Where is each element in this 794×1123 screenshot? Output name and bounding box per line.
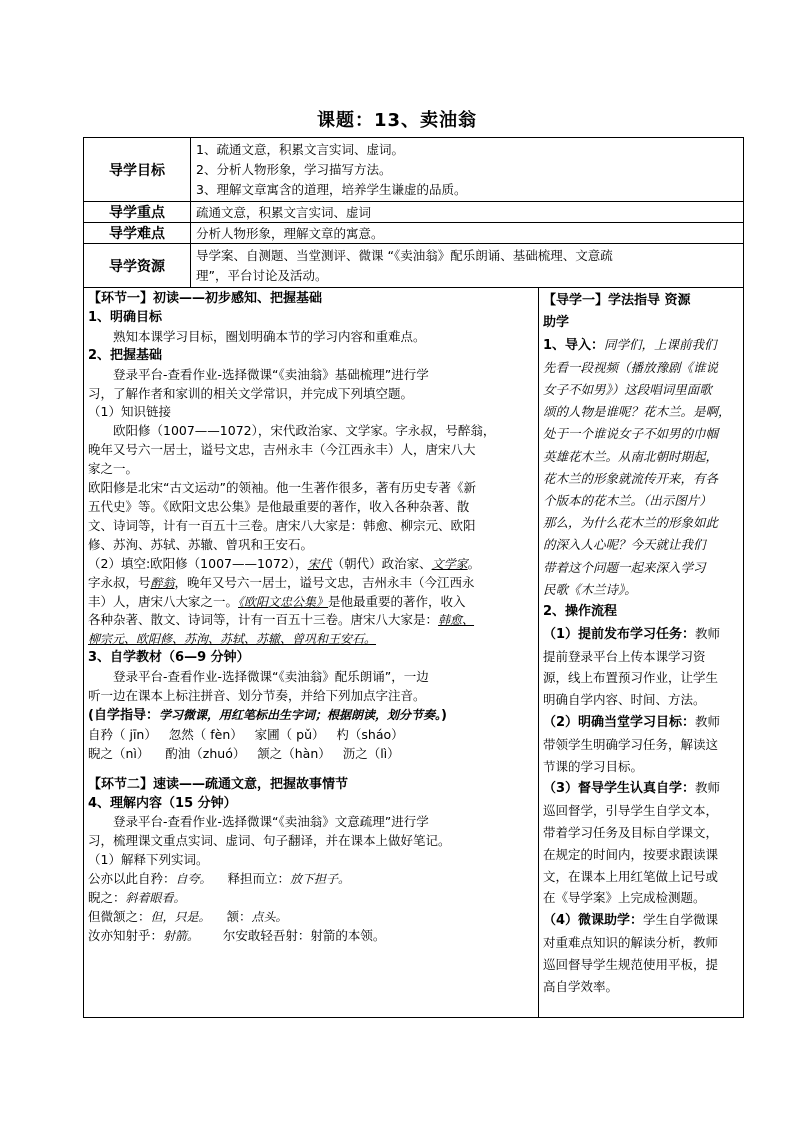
subheading: （1）知识链接: [88, 404, 171, 420]
paragraph: 修、苏洵、苏轼、苏辙、曾巩和王安石。: [88, 536, 314, 552]
paragraph: 文、诗词等，计有一百五十三卷。唐宋八大家是：韩愈、柳宗元、欧阳: [88, 517, 476, 533]
heading-goals: 1、明确目标: [88, 309, 163, 325]
fill-in-line: [88, 630, 534, 649]
paragraph: 登录平台-查看作业-选择微课“《卖油翁》文意疏理”进行学: [113, 814, 429, 830]
handwritten-line: 英雄花木兰。从南北朝时期起，: [543, 448, 719, 464]
process-line: 在规定的时间内，按要求跟读课: [543, 846, 719, 862]
paragraph: 欧阳修（1007——1072），宋代政治家、文学家。字永叔，号醉翁，: [113, 423, 496, 439]
word-explanation: 汝亦知射乎：射箭。 尔安敢轻吾射：射箭的本领。: [88, 927, 386, 943]
process-line: 巡回督导学生规范使用平板，提: [543, 956, 719, 972]
paragraph: 家之一。: [88, 461, 139, 477]
handwritten-answer: 放下担子。: [289, 872, 350, 887]
pinyin-line: 睨之（nì） 酌油（zhuó） 颔之（hàn） 沥之（lì）: [88, 745, 400, 761]
process-line: 带着学习任务及目标自学课文，: [543, 825, 719, 840]
guide-heading: 助学: [543, 314, 570, 330]
handwritten-answer: 宋代: [307, 556, 332, 571]
page-title: 课题：13、卖油翁: [316, 110, 478, 131]
paragraph: 听一边在课本上标注拼音、划分节奏，并给下列加点字注音。: [88, 688, 426, 704]
goals-label: 导学目标: [84, 138, 191, 202]
fill-in-line: 各种杂著、散文、诗词等，计有一百五十三卷。唐宋八大家是：韩愈、: [88, 612, 475, 628]
fill-in-line: 字永叔，号醉翁，晚年又号六一居士，谥号文忠，吉州永丰（今江西永: [88, 574, 475, 590]
paragraph: 欧阳修是北宋“古文运动”的领袖。他一生著作很多，著有历史专著《新: [88, 480, 476, 496]
word-explanation: 公亦以此自矜：自夸。 释担而立：放下担子。: [88, 871, 350, 887]
handwritten-line: 民歌《木兰诗》。: [543, 581, 637, 597]
goal-line: 1、疏通文意，积累文言实词、虚词。: [196, 141, 404, 157]
handwritten-answer: 醉翁: [150, 575, 175, 590]
teacher-guide-column: [539, 288, 744, 1018]
heading-self-study: 3、自学教材（6—9 分钟）: [88, 650, 250, 666]
handwritten-line: 处于一个谁说女子不如男的巾帼: [543, 426, 719, 442]
handwritten-line: 女子不如男》）这段唱词里面歌: [543, 382, 712, 397]
fill-in-line: 丰）人，唐宋八大家之一。《欧阳文忠公集》是他最重要的著作，收入: [88, 593, 466, 609]
paragraph: 登录平台-查看作业-选择微课“《卖油翁》配乐朗诵”，一边: [113, 669, 429, 685]
process-item: （2）明确当堂学习目标：教师: [543, 714, 721, 731]
process-line: 对重难点知识的解读分析，教师: [543, 934, 719, 950]
process-line: 在《导学案》上完成检测题。: [543, 890, 706, 906]
paragraph: 晚年又号六一居士，谥号文忠，吉州永丰（今江西永丰）人，唐宋八大: [88, 442, 476, 458]
difficulty-cell: 分析人物形象，理解文章的寓意。: [191, 223, 744, 244]
word-explanation: 睨之：斜着眼看。: [88, 890, 186, 906]
process-line: 巡回督学，引导学生自学文本，: [543, 803, 719, 819]
handwritten-answer: 韩愈、: [438, 613, 475, 628]
pinyin-line: 自矜（ jīn） 忽然（ fèn） 家圃（ pǔ） 杓（sháo）: [88, 726, 404, 742]
handwritten-answer: 点头。: [251, 910, 288, 924]
self-study-guide: (自学指导：学习微课，用红笔标出生字词；根据朗读，划分节奏。): [88, 707, 447, 723]
handwritten-line: 个版本的花木兰。（出示图片）: [543, 493, 712, 509]
resources-cell: [191, 244, 744, 288]
process-line: 源，线上布置预习作业，让学生: [543, 670, 719, 686]
handwritten-answer: 文学家: [431, 556, 468, 571]
key-points-cell: 疏通文意，积累文言实词、虚词: [191, 202, 744, 223]
goals-row: [84, 138, 744, 202]
handwritten-line: 的深入人心呢？今天就让我们: [543, 537, 706, 553]
paragraph: 熟知本课学习目标，圈划明确本节的学习内容和重难点。: [113, 328, 426, 344]
handwritten-answer: 柳宗元、欧阳修、苏洵、苏轼、苏辙、曾巩和王安石。: [88, 632, 377, 647]
key-points-label: 导学重点: [84, 202, 191, 223]
heading-basics: 2、把握基础: [88, 347, 163, 363]
handwritten-note: 学习微课，用红笔标出生字词；根据朗读，划分节奏。: [158, 707, 441, 722]
paragraph: 习，了解作者和家训的相关文学常识，并完成下列填空题。: [88, 385, 414, 401]
handwritten-answer: 自夸。: [175, 872, 212, 887]
process-line: 文，在课本上用红笔做上记号或: [543, 868, 719, 884]
paragraph: 五代史》等。《欧阳文忠公集》是他最重要的著作，收入各种杂著、散: [88, 498, 470, 514]
subheading: （1）解释下列实词。: [88, 852, 209, 868]
process-line: 高自学效率。: [543, 978, 619, 994]
process-heading: 2、操作流程: [543, 604, 618, 620]
guide-heading: 【导学一】学法指导 资源: [543, 293, 691, 308]
process-line: 提前登录平台上传本课学习资: [543, 648, 706, 664]
process-item: （4）微课助学：学生自学微课: [543, 912, 719, 929]
handwritten-line: 那么，为什么花木兰的形象如此: [543, 515, 719, 531]
difficulty-row: [84, 223, 744, 244]
paragraph: 习，梳理课文重点实词、虚词、句子翻译，并在课本上做好笔记。: [88, 833, 451, 849]
section-two-heading: 【环节二】速读——疏通文意，把握故事情节: [88, 776, 349, 792]
lesson-info-table: [83, 137, 744, 288]
process-line: 明确自学内容、时间、方法。: [543, 692, 706, 708]
resources-row: [84, 244, 744, 288]
heading-understand: 4、理解内容（15 分钟）: [88, 795, 237, 811]
handwritten-line: 颂的人物是谁呢？花木兰。是啊，: [543, 404, 731, 420]
student-column: [84, 288, 539, 1018]
word-explanation: 但微颔之：但，只是。 颔：点头。: [88, 909, 288, 924]
process-item: （3）督导学生认真自学：教师: [543, 780, 721, 797]
key-points-row: [84, 202, 744, 223]
difficulty-label: 导学难点: [84, 223, 191, 244]
fill-in-line: （2）填空:欧阳修（1007——1072），宋代（朝代）政治家、文学家。: [88, 555, 481, 571]
paragraph: 登录平台-查看作业-选择微课“《卖油翁》基础梳理”进行学: [113, 366, 429, 382]
handwritten-line: 先看一段视频（播放豫剧《谁说: [543, 359, 719, 375]
process-line: 带领学生明确学习任务，解读这: [543, 736, 719, 752]
resource-line: 导学案、自测题、当堂测评、微课 “《卖油翁》配乐朗诵、基础梳理、文意疏: [196, 247, 613, 263]
handwritten-answer: 但，只是。: [150, 910, 211, 924]
resource-line: 理”，平台讨论及活动。: [196, 267, 328, 283]
goal-line: 2、分析人物形象，学习描写方法。: [196, 161, 392, 177]
intro-line: 1、导入：同学们，上课前我们: [543, 336, 717, 353]
handwritten-answer: 斜着眼看。: [125, 891, 186, 906]
goals-cell: [191, 138, 744, 202]
handwritten-line: 花木兰的形象就流传开来，有各: [543, 470, 719, 486]
handwritten-answer: 射箭。: [163, 928, 200, 943]
process-line: 节课的学习目标。: [543, 758, 644, 774]
handwritten-answer: 《欧阳文忠公集》: [238, 594, 329, 609]
process-item: （1）提前发布学习任务：教师: [543, 625, 721, 642]
lesson-steps-table: [83, 287, 744, 1018]
resources-label: 导学资源: [84, 244, 191, 288]
handwritten-line: 带着这个问题一起来深入学习: [543, 559, 706, 575]
section-one-heading: 【环节一】初读——初步感知、把握基础: [88, 291, 323, 306]
goal-line: 3、理解文章寓含的道理，培养学生谦虚的品质。: [196, 181, 467, 197]
